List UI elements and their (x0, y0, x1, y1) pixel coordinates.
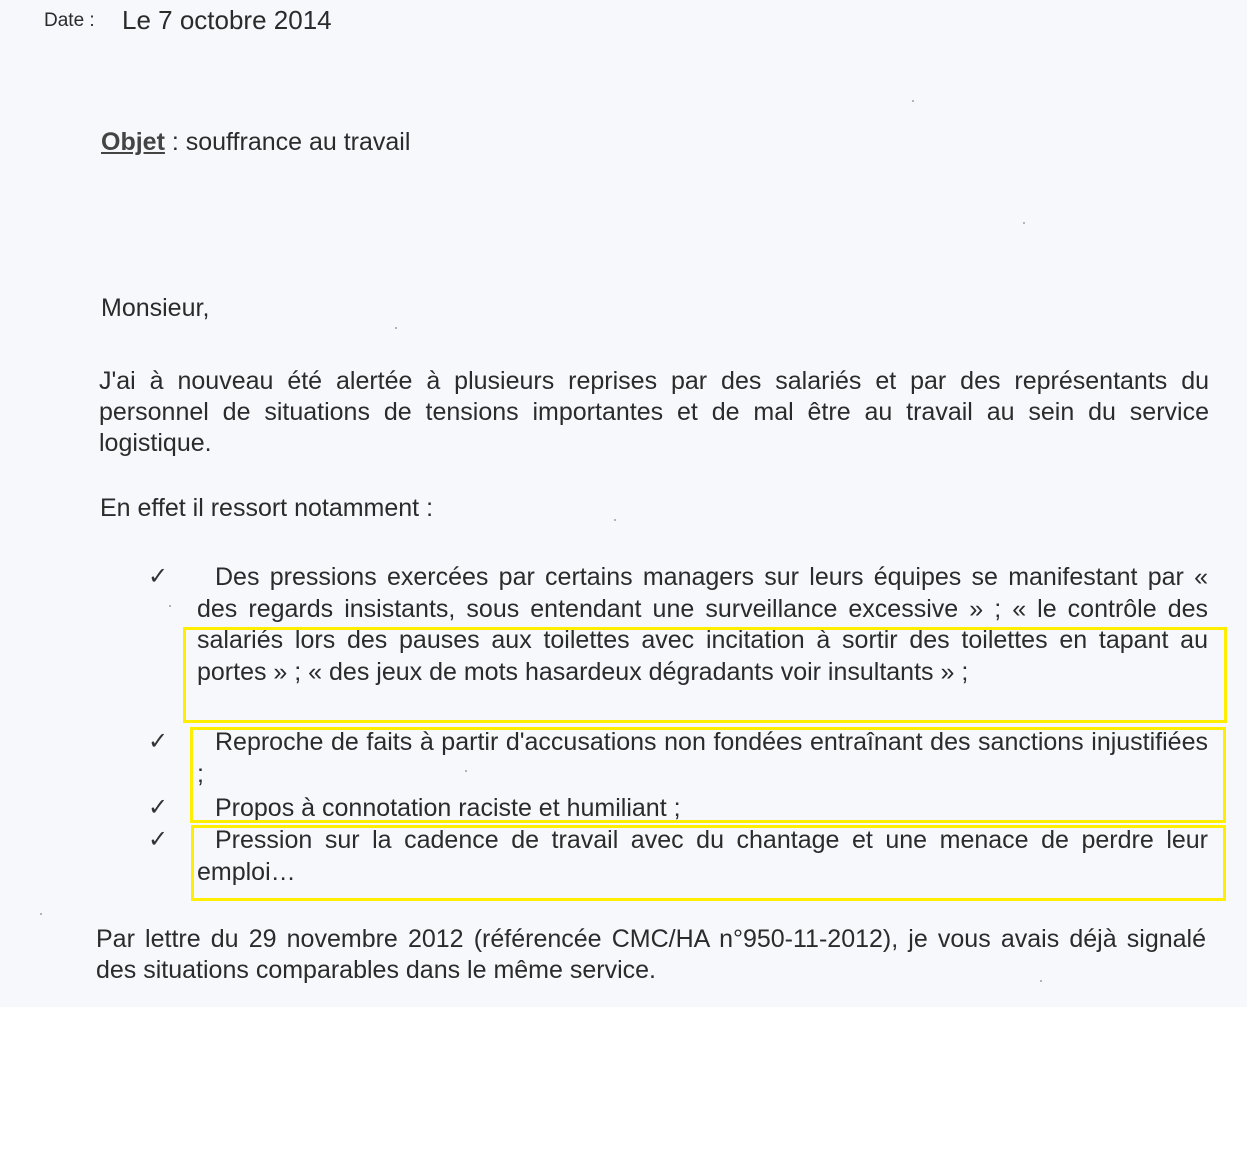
scan-speck (40, 913, 42, 915)
check-icon: ✓ (148, 826, 169, 853)
paragraph-reference: Par lettre du 29 novembre 2012 (référencée CMC/HA n°950-11-2012), je vous avais déjà signalé des situations comparables dans le même service. (96, 925, 1206, 984)
list-item: Pression sur la cadence de travail avec du chantage et une menace de perdre leur emploi… (197, 826, 1208, 886)
list-intro: En effet il ressort notamment : (100, 494, 434, 522)
highlight-box (191, 825, 1226, 901)
check-icon: ✓ (148, 563, 169, 590)
scan-speck (1023, 222, 1025, 224)
scan-speck (395, 327, 397, 329)
check-icon: ✓ (148, 794, 169, 821)
scan-speck (465, 770, 467, 772)
greeting: Monsieur, (101, 294, 210, 322)
subject-label: Objet (101, 128, 165, 156)
subject-line (101, 128, 410, 157)
list-item: Propos à connotation raciste et humiliant ; (215, 794, 681, 822)
list-item: Des pressions exercées par certains managers sur leurs équipes se manifestant par « des regards insistants, sous entendant une surveillance excessive » ; « le contrôle des salariés lors des pauses aux toilettes avec incitation à sortir des toilettes en tapant au portes » ; « des jeux de mots hasardeux dégradants voir insultants » ; (197, 563, 1208, 686)
subject-text: : souffrance au travail (164, 128, 411, 156)
scan-speck (912, 100, 914, 102)
scan-speck (169, 605, 171, 607)
check-icon: ✓ (148, 728, 169, 755)
highlight-box (183, 627, 1227, 723)
paragraph-alert: J'ai à nouveau été alertée à plusieurs reprises par des salariés et par des représentants du personnel de situations de tensions importantes et de mal être au travail au sein du service logistique. (99, 367, 1209, 457)
list-item: Reproche de faits à partir d'accusations non fondées entraînant des sanctions injustifiées ; (197, 728, 1208, 788)
scan-speck (614, 519, 616, 521)
date-value: Le 7 octobre 2014 (122, 5, 332, 35)
scan-speck (1040, 980, 1042, 982)
date-label: Date : (44, 10, 95, 31)
highlight-box (190, 727, 1226, 823)
